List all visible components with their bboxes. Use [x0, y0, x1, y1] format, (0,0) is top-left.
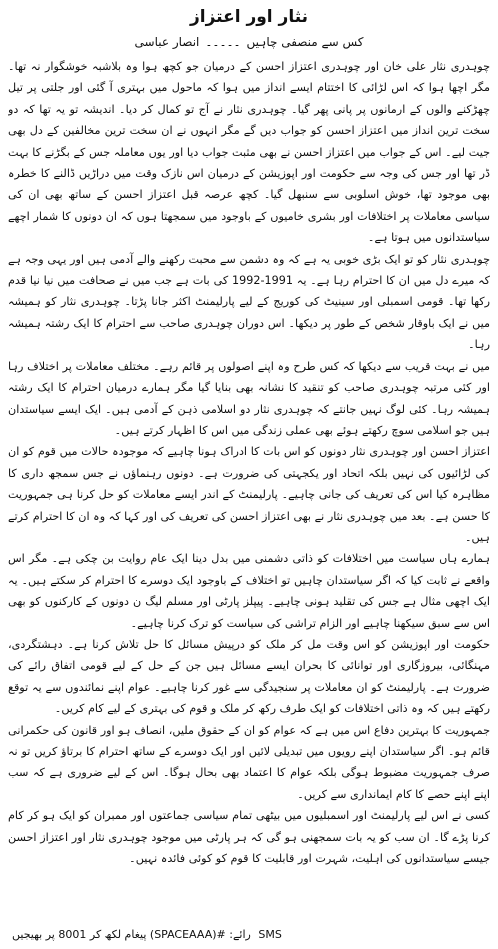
- sms-label: SMS: [258, 928, 282, 941]
- column-title: کس سے منصفی چاہیں: [246, 35, 364, 49]
- article-paragraph: ہمارے ہاں سیاست میں اختلافات کو ذاتی دشمنی میں بدل دینا ایک عام روایت بن چکی ہے۔ مگر اس واقعے نے ثابت کیا کہ اگر سیاستدان چاہیں تو اختلاف کے باوجود ایک دوسرے کا احترام کر سکتے ہیں۔ یہ ایک اچھی مثال ہے جس کی تقلید ہونی چاہیے۔ پیپلز پارٹی اور مسلم لیگ ن دونوں کے کارکنوں کو بھی اس سے سبق سیکھنا چاہیے اور الزام تراشی کی سیاست کو ترک کرنا چاہیے۔: [8, 552, 490, 630]
- article-paragraph: میں نے بہت قریب سے دیکھا کہ کس طرح وہ اپنے اصولوں پر قائم رہے۔ مختلف معاملات پر اختلاف رہا اور کئی مرتبہ چوہدری صاحب کو تنقید کا نشانہ بھی بنایا گیا مگر ہمارے درمیان احترام کا ایک رشتہ ہمیشہ رہا۔ کئی لوگ نہیں جانتے کہ چوہدری نثار دو اسلامی ذہن کے آدمی ہیں۔ ایک ایسے سیاستدان ہیں جو اسلامی سوچ رکھتے ہوئے بھی عملی زندگی میں اس کا اظہار کرتے ہیں۔: [8, 359, 490, 437]
- article-paragraph: چوہدری نثار کو تو ایک بڑی خوبی یہ ہے کہ وہ دشمن سے محبت رکھنے والے آدمی ہیں اور یہی وجہ ہے کہ میرے دل میں ان کا احترام رہا ہے۔ یہ 1991-1992 کی بات ہے جب میں نے صحافت میں نیا نیا قدم رکھا تھا۔ قومی اسمبلی اور سینیٹ کی کوریج کے لیے پارلیمنٹ اکثر جانا پڑتا۔ چوہدری نثار کو ہمیشہ میں نے ایک باوقار شخص کے طور پر دیکھا۔ اس دوران چوہدری صاحب سے احترام کا ایک رشتہ ہمیشہ رہا۔: [8, 252, 490, 352]
- sms-instructions: رائے: #(SPACEAAA) پیغام لکھ کر 8001 پر بھیجیں: [12, 928, 251, 941]
- article-paragraph: اعتزاز احسن اور چوہدری نثار دونوں کو اس بات کا ادراک ہونا چاہیے کہ موجودہ حالات میں قوم کو ان کی لڑائیوں کی نہیں بلکہ اتحاد اور یکجہتی کی ضرورت ہے۔ دونوں رہنماؤں نے جس سمجھ داری کا مظاہرہ کیا اس کی تعریف کی جانی چاہیے۔ پارلیمنٹ کے اندر ایسے معاملات کو حل کرنا ہی جمہوریت کا حسن ہے۔ بعد میں چوہدری نثار نے بھی اعتزاز احسن کی تعریف کی اور کہا کہ وہ ان کا احترام کرتے ہیں۔: [8, 445, 490, 544]
- article-body: [8, 56, 490, 869]
- article-paragraph: کسی نے اس لیے پارلیمنٹ اور اسمبلیوں میں بیٹھی تمام سیاسی جماعتوں اور ممبران کو ایک ہو کر کام کرنا پڑے گا۔ ان سب کو یہ بات سمجھنی ہو گی کہ ہر پارٹی میں موجود چوہدری نثار اور اعتزاز احسن جیسے سیاستدانوں کی اہلیت، شہرت اور قابلیت کا قوم کو کوئی فائدہ نہیں۔: [8, 809, 490, 866]
- article-byline: [8, 34, 490, 50]
- article-headline: نثار اور اعتزاز: [189, 7, 309, 27]
- article-paragraph: حکومت اور اپوزیشن کو اس وقت مل کر ملک کو درپیش مسائل کا حل تلاش کرنا ہے۔ دہشتگردی، مہنگائی، بیروزگاری اور توانائی کا بحران ایسے مسائل ہیں جن کے حل کے لیے قومی اتفاق رائے کی ضرورت ہے۔ پارلیمنٹ کو ان معاملات پر سنجیدگی سے غور کرنا چاہیے۔ عوام اپنے نمائندوں سے یہ توقع رکھتے ہیں کہ وہ ذاتی اختلافات کو ایک طرف رکھ کر ملک و قوم کی بہتری کے لیے کام کریں۔: [8, 637, 490, 716]
- article-paragraph: جمہوریت کا بہترین دفاع اس میں ہے کہ عوام کو ان کے حقوق ملیں، انصاف ہو اور قانون کی حکمرانی قائم ہو۔ اگر سیاستدان اپنے رویوں میں تبدیلی لائیں اور ایک دوسرے کے ساتھ احترام کا برتاؤ کریں تو نہ صرف جمہوریت مضبوط ہوگی بلکہ عوام کا اعتماد بھی بحال ہوگا۔ اس کے لیے ضروری ہے کہ سب اپنے اپنے حصے کا کام ایمانداری سے کریں۔: [8, 723, 490, 801]
- sms-footer: [8, 927, 490, 943]
- byline-separator: ۔۔۔۔۔: [205, 35, 241, 49]
- article-paragraph: چوہدری نثار علی خان اور چوہدری اعتزاز احسن کے درمیان جو کچھ ہوا وہ بلاشبہ خوشگوار نہ تھا۔ مگر اچھا ہوا کہ اس لڑائی کا اختتام ایسے انداز میں ہوا کہ ماحول میں بہتری آ گئی اور جلتی پر تیل چھڑکنے والوں کے ارمانوں پر پانی پھر گیا۔ چوہدری نثار نے آج تو کمال کر دیا۔ اندیشہ تو یہ تھا کہ دو سخت ترین انداز میں اعتزاز احسن کو جواب دیں گے مگر انہوں نے ان سخت ترین مخالفین کے دل بھی جیت لیے۔ اس کے جواب میں اعتزاز احسن نے بھی مثبت جواب دیا اور یوں معاملہ جس کے بگڑنے کا بہت ڈر تھا اور جس کی وجہ سے حکومت اور اپوزیشن کے درمیان اس نازک وقت میں دراڑیں ڈالنے کا خطرہ بھی موجود تھا، خوش اسلوبی سے سنبھل گیا۔ کچھ عرصہ قبل اعتزاز احسن کے ساتھ بھی ان کی سیاسی معاملات پر اختلافات اور بشری خامیوں کے باوجود میں سمجھتا ہوں کہ ان دونوں کا شمار اچھے سیاستدانوں میں ہوتا ہے۔: [8, 60, 490, 245]
- author-name: انصار عباسی: [134, 35, 200, 49]
